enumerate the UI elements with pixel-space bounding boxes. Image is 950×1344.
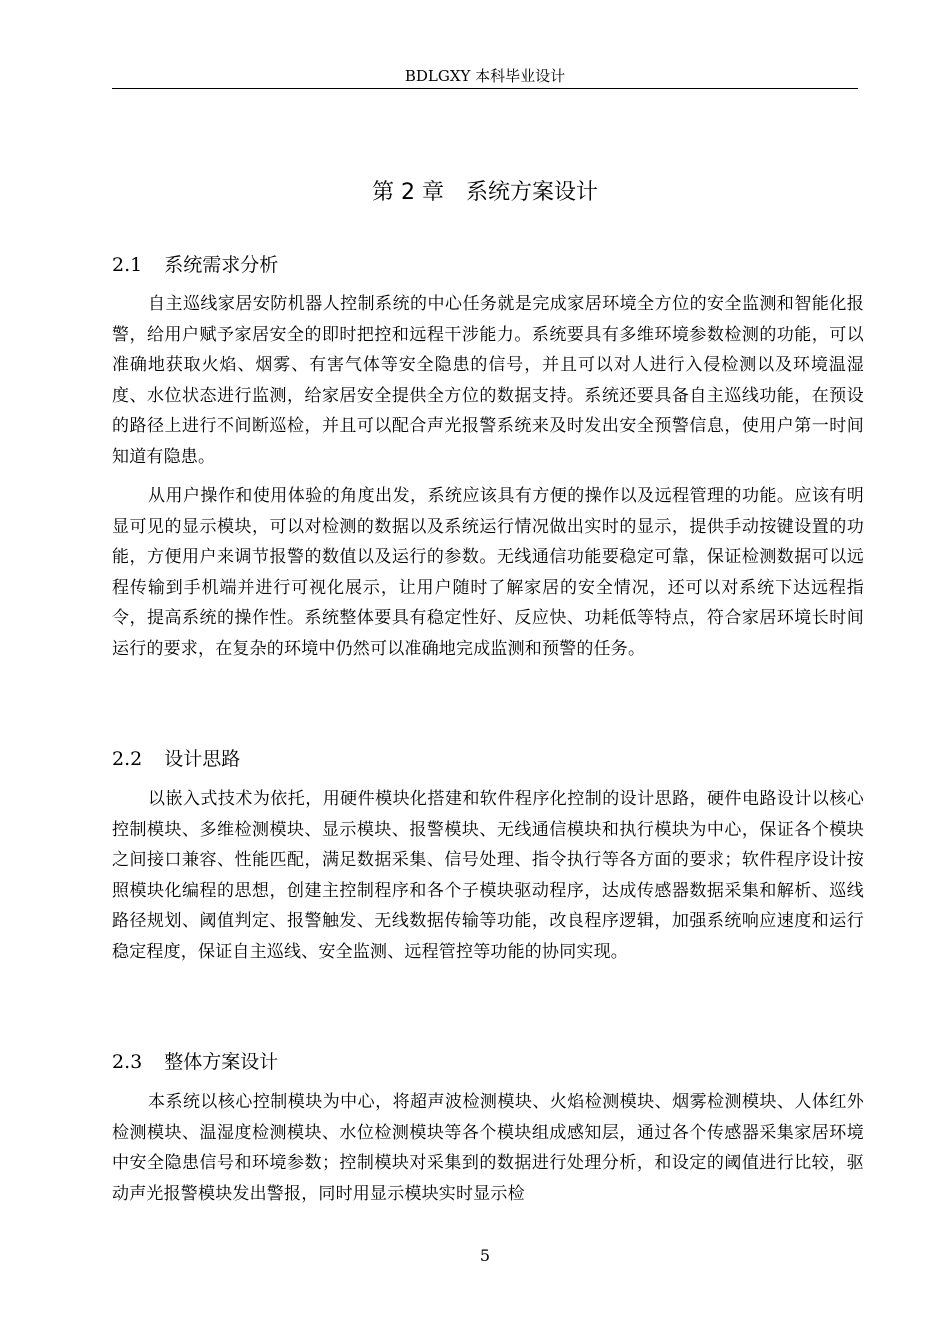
section-heading-2-3 (112, 1048, 278, 1076)
page-header: BDLGXY 本科毕业设计 (404, 67, 566, 85)
paragraph: 自主巡线家居安防机器人控制系统的中心任务就是完成家居环境全方位的安全监测和智能化报警，给用户赋予家居安全的即时把控和远程干涉能力。系统要具有多维环境参数检测的功能，可以准确地获取火焰、烟雾、有害气体等安全隐患的信号，并且可以对人进行入侵检测以及环境温湿度、水位状态进行监测，给家居安全提供全方位的数据支持。系统还要具备自主巡线功能，在预设的路径上进行不间断巡检，并且可以配合声光报警系统来及时发出安全预警信息，使用户第一时间知道有隐患。 (112, 294, 864, 467)
section-number: 2.3 (112, 1051, 143, 1073)
chapter-title (112, 177, 858, 209)
paragraph: 以嵌入式技术为依托，用硬件模块化搭建和软件程序化控制的设计思路，硬件电路设计以核心控制模块、多维检测模块、显示模块、报警模块、无线通信模块和执行模块为中心，保证各个模块之间接口兼容、性能匹配，满足数据采集、信号处理、指令执行等各方面的要求；软件程序设计按照模块化编程的思想，创建主控制程序和各个子模块驱动程序，达成传感器数据采集和解析、巡线路径规划、阈值判定、报警触发、无线数据传输等功能，改良程序逻辑，加强系统响应速度和运行稳定程度，保证自主巡线、安全监测、远程管控等功能的协同实现。 (112, 789, 864, 962)
chapter-name: 系统方案设计 (465, 180, 598, 205)
chapter-number: 第 2 章 (372, 180, 444, 205)
section-number: 2.1 (112, 254, 143, 276)
section-number: 2.2 (112, 748, 143, 770)
section-heading-2-2 (112, 745, 240, 773)
section-title: 系统需求分析 (164, 254, 279, 276)
page-number: 5 (479, 1246, 491, 1265)
paragraph: 从用户操作和使用体验的角度出发，系统应该具有方便的操作以及远程管理的功能。应该有明显可见的显示模块，可以对检测的数据以及系统运行情况做出实时的显示，提供手动按键设置的功能，方便用户来调节报警的数值以及运行的参数。无线通信功能要稳定可靠，保证检测数据可以远程传输到手机端并进行可视化展示，让用户随时了解家居的安全情况，还可以对系统下达远程指令，提高系统的操作性。系统整体要具有稳定性好、反应快、功耗低等特点，符合家居环境长时间运行的要求，在复杂的环境中仍然可以准确地完成监测和预警的任务。 (112, 486, 864, 659)
section-heading-2-1 (112, 251, 278, 279)
section-title: 设计思路 (164, 748, 241, 770)
paragraph: 本系统以核心控制模块为中心，将超声波检测模块、火焰检测模块、烟雾检测模块、人体红外检测模块、温湿度检测模块、水位检测模块等各个模块组成感知层，通过各个传感器采集家居环境中安全隐患信号和环境参数；控制模块对采集到的数据进行处理分析，和设定的阈值进行比较，驱动声光报警模块发出警报，同时用显示模块实时显示检 (112, 1092, 864, 1204)
header-rule (112, 88, 858, 89)
section-title: 整体方案设计 (164, 1051, 279, 1073)
